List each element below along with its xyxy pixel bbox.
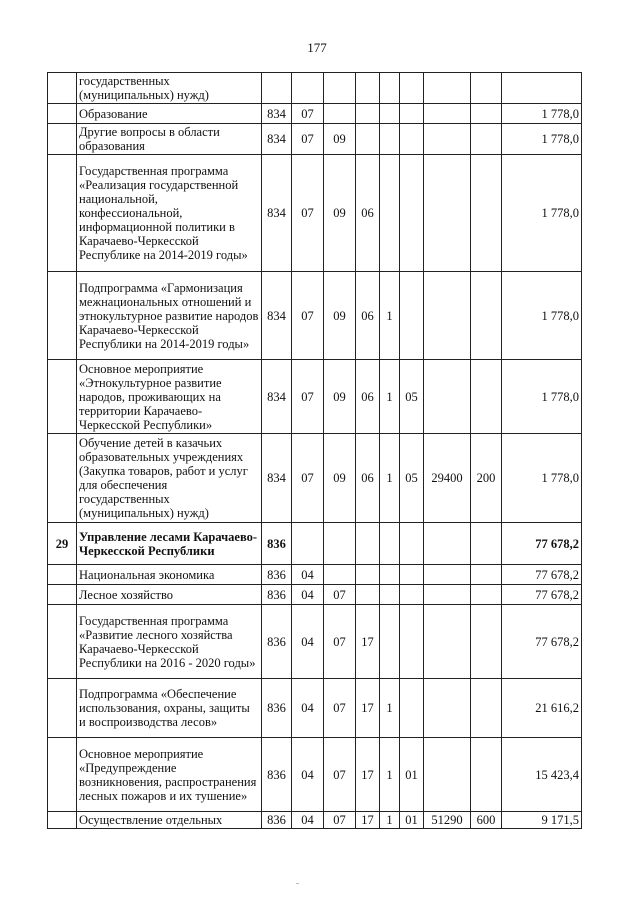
activity-code-cell: [400, 565, 424, 585]
subsection-code-cell: 07: [324, 585, 356, 605]
table-row: [48, 360, 582, 434]
expense-type-cell: [471, 155, 502, 272]
expense-type-cell: [471, 523, 502, 565]
amount-cell: 77 678,2: [502, 605, 582, 679]
row-number-cell: [48, 104, 77, 124]
subprogram-code-cell: [380, 124, 400, 155]
table-row: [48, 812, 582, 829]
expense-type-cell: [471, 124, 502, 155]
subprogram-code-cell: 1: [380, 360, 400, 434]
section-code-cell: 07: [292, 272, 324, 360]
program-code-cell: [356, 523, 380, 565]
subsection-code-cell: 09: [324, 434, 356, 523]
section-code-cell: 07: [292, 360, 324, 434]
expense-type-cell: [471, 73, 502, 104]
amount-cell: 1 778,0: [502, 360, 582, 434]
subprogram-code-cell: [380, 104, 400, 124]
activity-code-cell: 01: [400, 738, 424, 812]
program-code-cell: 17: [356, 738, 380, 812]
amount-cell: 1 778,0: [502, 124, 582, 155]
table-row: [48, 434, 582, 523]
row-number-cell: [48, 434, 77, 523]
subprogram-code-cell: 1: [380, 738, 400, 812]
description-cell: Государственная программа «Реализация государственной национальной, конфессиональной, информационной политики в Карачаево-Черкесской Республике на 2014-2019 годы»: [77, 155, 262, 272]
program-code-cell: 06: [356, 155, 380, 272]
description-cell: Обучение детей в казачьих образовательных учреждениях (Закупка товаров, работ и услуг для обеспечения государственных (муниципальных) нужд): [77, 434, 262, 523]
table-row: [48, 679, 582, 738]
subsection-code-cell: 09: [324, 360, 356, 434]
subsection-code-cell: [324, 73, 356, 104]
subprogram-code-cell: [380, 155, 400, 272]
ministry-code-cell: 834: [262, 272, 292, 360]
description-cell: Управление лесами Карачаево-Черкесской Республики: [77, 523, 262, 565]
activity-code-cell: 05: [400, 434, 424, 523]
activity-code-cell: 01: [400, 812, 424, 829]
direction-code-cell: [424, 679, 471, 738]
ministry-code-cell: 836: [262, 565, 292, 585]
amount-cell: 15 423,4: [502, 738, 582, 812]
expense-type-cell: [471, 360, 502, 434]
amount-cell: [502, 73, 582, 104]
expense-type-cell: [471, 272, 502, 360]
subsection-code-cell: 07: [324, 605, 356, 679]
section-code-cell: 07: [292, 155, 324, 272]
page-number: 177: [307, 40, 327, 55]
expense-type-cell: [471, 104, 502, 124]
subsection-code-cell: [324, 104, 356, 124]
expense-type-cell: [471, 738, 502, 812]
section-code-cell: 04: [292, 605, 324, 679]
subprogram-code-cell: 1: [380, 272, 400, 360]
subsection-code-cell: [324, 523, 356, 565]
amount-cell: 1 778,0: [502, 434, 582, 523]
expense-type-cell: [471, 585, 502, 605]
direction-code-cell: [424, 104, 471, 124]
direction-code-cell: [424, 155, 471, 272]
subsection-code-cell: 09: [324, 124, 356, 155]
program-code-cell: [356, 565, 380, 585]
activity-code-cell: [400, 155, 424, 272]
subprogram-code-cell: [380, 605, 400, 679]
section-code-cell: 04: [292, 679, 324, 738]
ministry-code-cell: 834: [262, 155, 292, 272]
direction-code-cell: [424, 523, 471, 565]
table-row: [48, 605, 582, 679]
row-number-cell: [48, 73, 77, 104]
section-code-cell: 07: [292, 434, 324, 523]
ministry-code-cell: 836: [262, 812, 292, 829]
activity-code-cell: [400, 272, 424, 360]
subsection-code-cell: 07: [324, 738, 356, 812]
direction-code-cell: [424, 738, 471, 812]
activity-code-cell: 05: [400, 360, 424, 434]
description-cell: государственных (муниципальных) нужд): [77, 73, 262, 104]
expense-type-cell: 600: [471, 812, 502, 829]
program-code-cell: [356, 73, 380, 104]
row-number-cell: [48, 124, 77, 155]
table-row: [48, 272, 582, 360]
program-code-cell: [356, 585, 380, 605]
ministry-code-cell: [262, 73, 292, 104]
row-number-cell: [48, 360, 77, 434]
table-row: [48, 523, 582, 565]
expense-type-cell: [471, 565, 502, 585]
section-code-cell: [292, 73, 324, 104]
subsection-code-cell: [324, 565, 356, 585]
direction-code-cell: [424, 360, 471, 434]
row-number-cell: [48, 738, 77, 812]
amount-cell: 77 678,2: [502, 523, 582, 565]
activity-code-cell: [400, 679, 424, 738]
activity-code-cell: [400, 605, 424, 679]
ministry-code-cell: 834: [262, 434, 292, 523]
expense-type-cell: 200: [471, 434, 502, 523]
amount-cell: 1 778,0: [502, 272, 582, 360]
subsection-code-cell: 09: [324, 272, 356, 360]
direction-code-cell: [424, 605, 471, 679]
activity-code-cell: [400, 73, 424, 104]
table-row: [48, 124, 582, 155]
direction-code-cell: [424, 272, 471, 360]
direction-code-cell: [424, 73, 471, 104]
table-row: [48, 738, 582, 812]
section-code-cell: 07: [292, 124, 324, 155]
table-row: [48, 104, 582, 124]
amount-cell: 77 678,2: [502, 585, 582, 605]
amount-cell: 21 616,2: [502, 679, 582, 738]
direction-code-cell: [424, 565, 471, 585]
direction-code-cell: 29400: [424, 434, 471, 523]
scan-artifact: [296, 883, 299, 884]
activity-code-cell: [400, 104, 424, 124]
subprogram-code-cell: [380, 565, 400, 585]
program-code-cell: [356, 124, 380, 155]
row-number-cell: [48, 272, 77, 360]
section-code-cell: [292, 523, 324, 565]
budget-table: [47, 72, 582, 829]
expense-type-cell: [471, 605, 502, 679]
activity-code-cell: [400, 523, 424, 565]
table-row: [48, 585, 582, 605]
row-number-cell: [48, 155, 77, 272]
subsection-code-cell: 09: [324, 155, 356, 272]
program-code-cell: 06: [356, 272, 380, 360]
row-number-cell: [48, 585, 77, 605]
ministry-code-cell: 834: [262, 360, 292, 434]
table-row: [48, 565, 582, 585]
direction-code-cell: 51290: [424, 812, 471, 829]
amount-cell: 77 678,2: [502, 565, 582, 585]
subsection-code-cell: 07: [324, 812, 356, 829]
description-cell: Подпрограмма «Гармонизация межнациональных отношений и этнокультурное развитие народов Карачаево-Черкесской Республики на 2014-2019 годы»: [77, 272, 262, 360]
row-number-cell: [48, 679, 77, 738]
ministry-code-cell: 836: [262, 585, 292, 605]
description-cell: Образование: [77, 104, 262, 124]
program-code-cell: 17: [356, 679, 380, 738]
description-cell: Национальная экономика: [77, 565, 262, 585]
section-code-cell: 04: [292, 738, 324, 812]
section-code-cell: 04: [292, 565, 324, 585]
activity-code-cell: [400, 124, 424, 155]
description-cell: Основное мероприятие «Предупреждение возникновения, распространения лесных пожаров и их тушение»: [77, 738, 262, 812]
amount-cell: 9 171,5: [502, 812, 582, 829]
row-number-cell: [48, 605, 77, 679]
description-cell: Другие вопросы в области образования: [77, 124, 262, 155]
description-cell: Государственная программа «Развитие лесного хозяйства Карачаево-Черкесской Республики на 2016 - 2020 годы»: [77, 605, 262, 679]
table-row: [48, 155, 582, 272]
direction-code-cell: [424, 124, 471, 155]
description-cell: Лесное хозяйство: [77, 585, 262, 605]
row-number-cell: [48, 565, 77, 585]
ministry-code-cell: 836: [262, 679, 292, 738]
ministry-code-cell: 836: [262, 605, 292, 679]
description-cell: Подпрограмма «Обеспечение использования, охраны, защиты и воспроизводства лесов»: [77, 679, 262, 738]
budget-table-body: [48, 73, 582, 829]
subprogram-code-cell: 1: [380, 679, 400, 738]
ministry-code-cell: 836: [262, 738, 292, 812]
expense-type-cell: [471, 679, 502, 738]
section-code-cell: 04: [292, 812, 324, 829]
subprogram-code-cell: [380, 585, 400, 605]
program-code-cell: [356, 104, 380, 124]
activity-code-cell: [400, 585, 424, 605]
subprogram-code-cell: 1: [380, 434, 400, 523]
ministry-code-cell: 834: [262, 124, 292, 155]
description-cell: Осуществление отдельных: [77, 812, 262, 829]
row-number-cell: [48, 812, 77, 829]
direction-code-cell: [424, 585, 471, 605]
description-cell: Основное мероприятие «Этнокультурное развитие народов, проживающих на территории Карачаево-Черкесской Республики»: [77, 360, 262, 434]
amount-cell: 1 778,0: [502, 104, 582, 124]
subsection-code-cell: 07: [324, 679, 356, 738]
subprogram-code-cell: [380, 523, 400, 565]
program-code-cell: 06: [356, 434, 380, 523]
program-code-cell: 17: [356, 812, 380, 829]
amount-cell: 1 778,0: [502, 155, 582, 272]
ministry-code-cell: 834: [262, 104, 292, 124]
ministry-code-cell: 836: [262, 523, 292, 565]
program-code-cell: 17: [356, 605, 380, 679]
section-code-cell: 04: [292, 585, 324, 605]
row-number-cell: 29: [48, 523, 77, 565]
subprogram-code-cell: [380, 73, 400, 104]
program-code-cell: 06: [356, 360, 380, 434]
subprogram-code-cell: 1: [380, 812, 400, 829]
table-row: [48, 73, 582, 104]
section-code-cell: 07: [292, 104, 324, 124]
